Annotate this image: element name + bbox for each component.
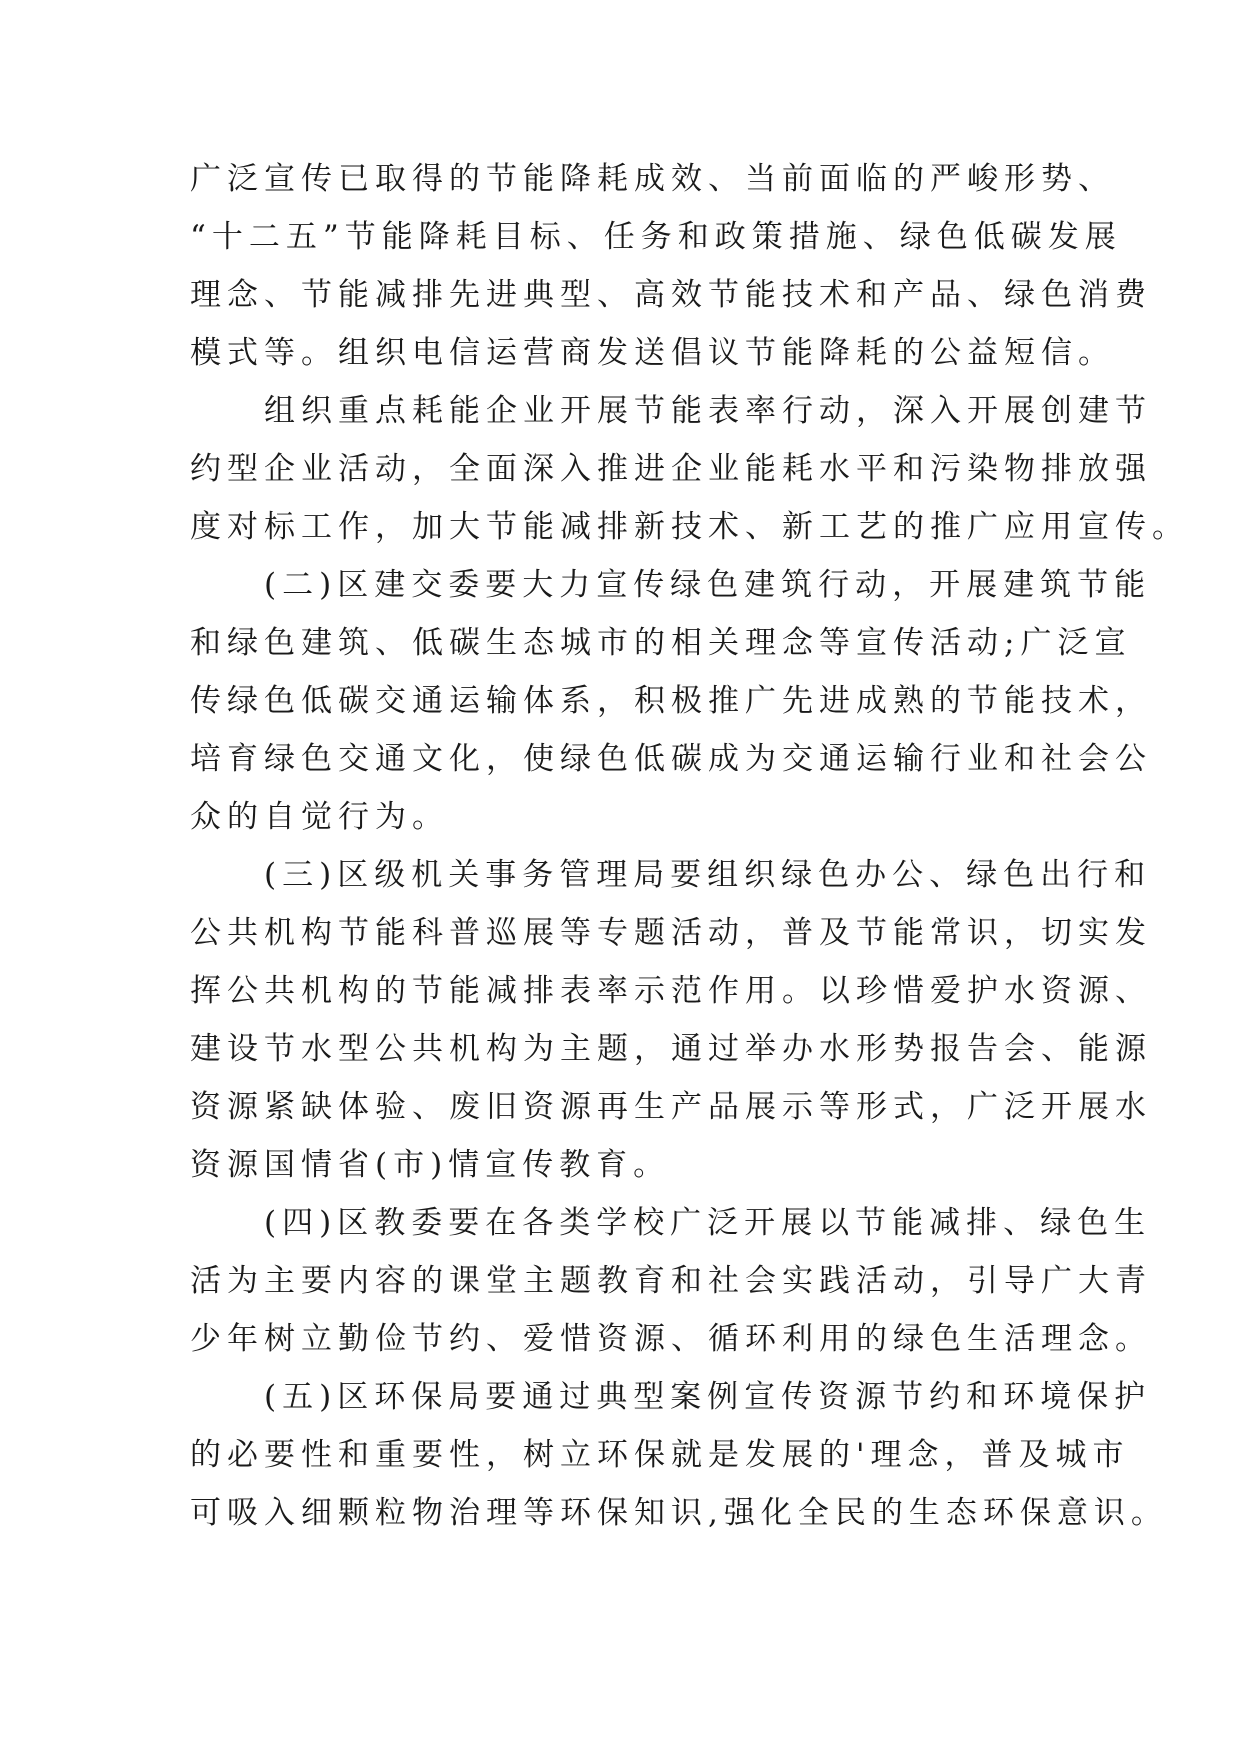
text-line: 模式等。组织电信运营商发送倡议节能降耗的公益短信。 bbox=[190, 335, 1115, 371]
text-line: 少年树立勤俭节约、爱惜资源、循环利用的绿色生活理念。 bbox=[190, 1321, 1152, 1357]
text-line: 公共机构节能科普巡展等专题活动，普及节能常识，切实发 bbox=[190, 915, 1152, 951]
text-line: (四)区教委要在各类学校广泛开展以节能减排、绿色生 bbox=[264, 1205, 1152, 1241]
text-line: 建设节水型公共机构为主题，通过举办水形势报告会、能源 bbox=[190, 1031, 1152, 1067]
text-line: 的必要性和重要性，树立环保就是发展的'理念，普及城市 bbox=[190, 1437, 1130, 1473]
text-line: 理念、节能减排先进典型、高效节能技术和产品、绿色消费 bbox=[190, 277, 1152, 313]
text-line: 可吸入细颗粒物治理等环保知识,强化全民的生态环保意识。 bbox=[190, 1495, 1168, 1531]
text-line: “十二五”节能降耗目标、任务和政策措施、绿色低碳发展 bbox=[190, 219, 1122, 255]
paragraph-4 bbox=[190, 846, 1152, 1194]
paragraph-1 bbox=[190, 150, 1152, 382]
text-line: 传绿色低碳交通运输体系，积极推广先进成熟的节能技术， bbox=[190, 683, 1152, 719]
text-line: (三)区级机关事务管理局要组织绿色办公、绿色出行和 bbox=[264, 857, 1152, 893]
text-line: 广泛宣传已取得的节能降耗成效、当前面临的严峻形势、 bbox=[190, 161, 1115, 197]
text-line: 培育绿色交通文化，使绿色低碳成为交通运输行业和社会公 bbox=[190, 741, 1152, 777]
text-line: 约型企业活动，全面深入推进企业能耗水平和污染物排放强 bbox=[190, 451, 1152, 487]
text-line: 资源国情省(市)情宣传教育。 bbox=[190, 1147, 671, 1183]
paragraph-3 bbox=[190, 556, 1152, 846]
document-body bbox=[190, 150, 1189, 1542]
text-line: 度对标工作，加大节能减排新技术、新工艺的推广应用宣传。 bbox=[190, 509, 1189, 545]
text-line: (二)区建交委要大力宣传绿色建筑行动，开展建筑节能 bbox=[264, 567, 1152, 603]
text-line: 组织重点耗能企业开展节能表率行动，深入开展创建节 bbox=[264, 393, 1152, 429]
text-line: 活为主要内容的课堂主题教育和社会实践活动，引导广大青 bbox=[190, 1263, 1152, 1299]
text-line: 和绿色建筑、低碳生态城市的相关理念等宣传活动;广泛宣 bbox=[190, 625, 1132, 661]
paragraph-6 bbox=[190, 1368, 1168, 1542]
paragraph-5 bbox=[190, 1194, 1152, 1368]
text-line: 资源紧缺体验、废旧资源再生产品展示等形式，广泛开展水 bbox=[190, 1089, 1152, 1125]
paragraph-2 bbox=[190, 382, 1189, 556]
text-line: 众的自觉行为。 bbox=[190, 799, 449, 835]
text-line: 挥公共机构的节能减排表率示范作用。以珍惜爱护水资源、 bbox=[190, 973, 1152, 1009]
text-line: (五)区环保局要通过典型案例宣传资源节约和环境保护 bbox=[264, 1379, 1152, 1415]
